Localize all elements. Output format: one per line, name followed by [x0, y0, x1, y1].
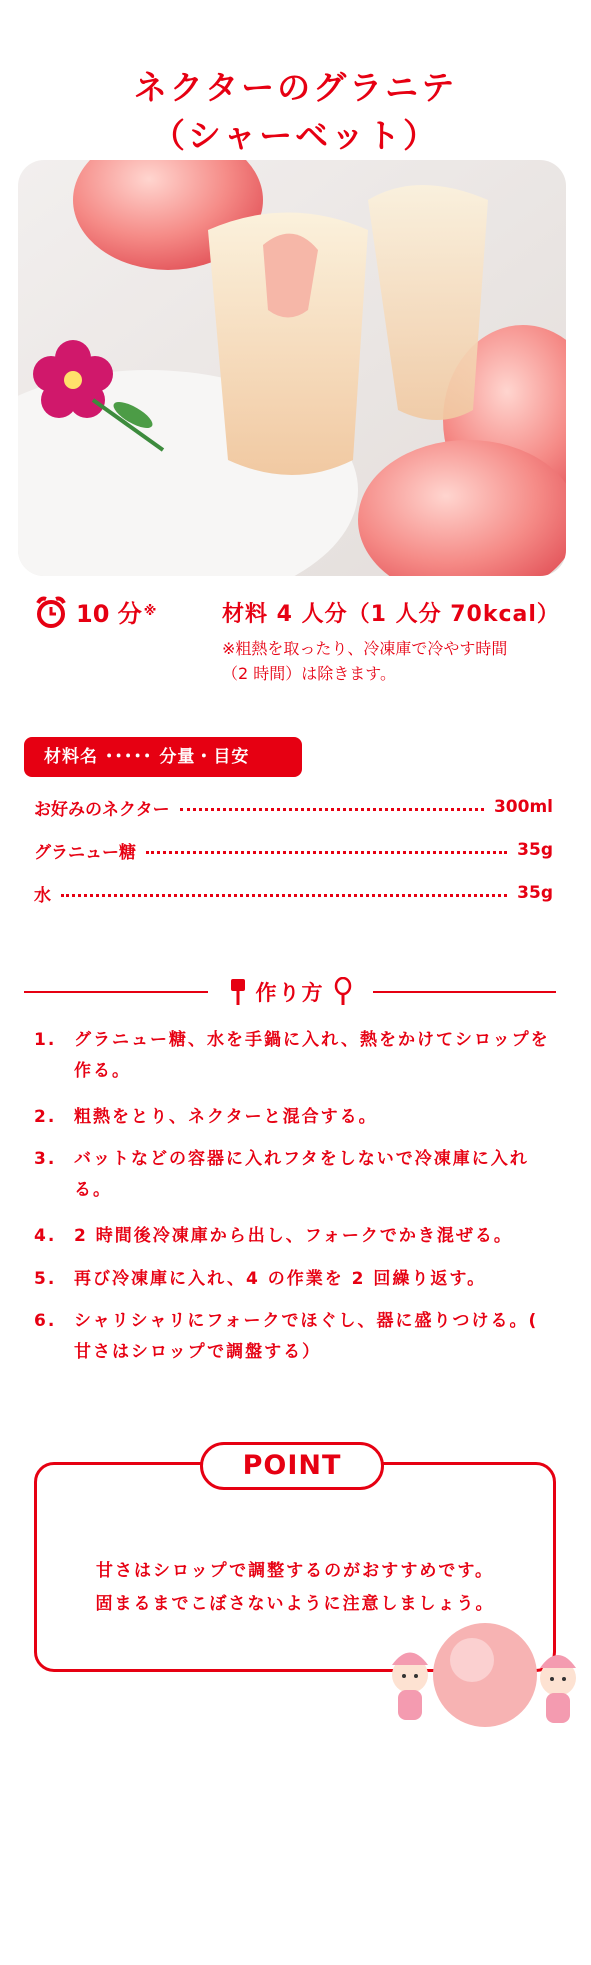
- divider-right: [373, 991, 557, 993]
- ingredient-row: [34, 877, 553, 909]
- whisk-icon: [331, 977, 355, 1007]
- method-step: [34, 1102, 564, 1133]
- ingredient-row: [34, 791, 553, 823]
- point-text: [34, 1555, 556, 1621]
- recipe-title-line1: ネクターのグラニテ: [133, 68, 458, 107]
- step-text: 粗熱をとり、ネクターと混合する。: [74, 1107, 378, 1127]
- point-line2: 固まるまでこぼさないように注意しましょう。: [95, 1594, 495, 1614]
- recipe-photo: [18, 160, 566, 576]
- step-number: 4.: [34, 1226, 57, 1246]
- recipe-title-line2: （シャーベット）: [151, 116, 440, 155]
- step-number: 6.: [34, 1311, 57, 1331]
- step-number: 1.: [34, 1030, 57, 1050]
- ingredient-qty: 35g: [517, 840, 553, 860]
- mascot-left: [392, 1653, 428, 1721]
- alarm-clock-icon: [34, 595, 68, 629]
- cook-time-footnote-mark: ※: [143, 604, 157, 619]
- divider-left: [24, 991, 208, 993]
- time-note-line1: ※粗熱を取ったり、冷凍庫で冷やす時間: [222, 639, 508, 658]
- method-step: [34, 1025, 564, 1087]
- ingredients-header: 材料名 ･････ 分量・目安: [24, 737, 302, 777]
- mascot-characters-illustration: [380, 1620, 590, 1750]
- time-note-line2: （2 時間）は除きます。: [222, 664, 396, 683]
- cook-time-value: 10 分: [76, 600, 142, 628]
- ingredient-name: 水: [34, 885, 51, 906]
- leader-dots: [61, 894, 507, 897]
- method-heading-text: 作り方: [255, 981, 325, 1005]
- cook-time: [34, 594, 156, 629]
- time-note: [222, 636, 567, 686]
- leader-dots: [146, 851, 507, 854]
- mascot-right: [540, 1655, 576, 1723]
- method-step: [34, 1144, 564, 1206]
- serving-info: 材料 4 人分（1 人分 70kcal）: [222, 602, 560, 627]
- method-step: [34, 1221, 564, 1252]
- step-number: 3.: [34, 1149, 57, 1169]
- spatula-icon: [226, 977, 250, 1007]
- ingredient-name: お好みのネクター: [34, 799, 170, 820]
- ingredient-qty: 35g: [517, 883, 553, 903]
- step-text: 再び冷凍庫に入れ、4 の作業を 2 回繰り返す。: [74, 1269, 487, 1289]
- step-number: 2.: [34, 1107, 57, 1127]
- step-number: 5.: [34, 1269, 57, 1289]
- ingredient-row: [34, 834, 553, 866]
- step-text: グラニュー糖、水を手鍋に入れ、熱をかけてシロップを作る。: [74, 1030, 550, 1081]
- step-text: バットなどの容器に入れフタをしないで冷凍庫に入れる。: [74, 1149, 529, 1200]
- method-step: [34, 1306, 564, 1368]
- leader-dots: [180, 808, 484, 811]
- method-step: [34, 1264, 564, 1295]
- method-heading: [24, 972, 556, 1012]
- ingredient-name: グラニュー糖: [34, 842, 136, 863]
- ingredient-qty: 300ml: [493, 797, 553, 817]
- step-text: 2 時間後冷凍庫から出し、フォークでかき混ぜる。: [74, 1226, 513, 1246]
- step-text: シャリシャリにフォークでほぐし、器に盛りつける。( 甘さはシロップで調盤する）: [74, 1311, 539, 1362]
- point-label: POINT: [200, 1442, 384, 1490]
- point-line1: 甘さはシロップで調整するのがおすすめです。: [96, 1561, 494, 1581]
